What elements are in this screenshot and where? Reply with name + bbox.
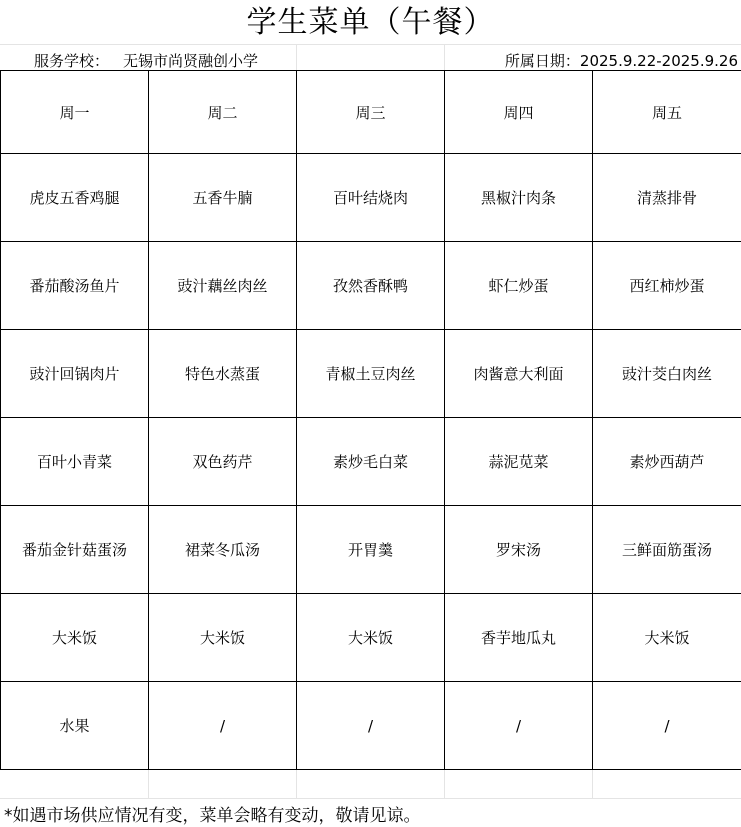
day-header-row: [1, 71, 741, 154]
dish-cell: 豉汁茭白肉丝: [593, 330, 741, 418]
dish-cell: 蒜泥苋菜: [445, 418, 593, 506]
dish-cell: 罗宋汤: [445, 506, 593, 594]
date-label: 所属日期：: [504, 52, 580, 70]
dish-cell: 开胃羹: [297, 506, 445, 594]
dish-cell: 大米饭: [1, 594, 149, 682]
school-info: [34, 50, 258, 71]
date-range: 2025.9.22-2025.9.26: [579, 52, 738, 70]
dish-cell: 西红柿炒蛋: [593, 242, 741, 330]
dish-cell: /: [149, 682, 297, 770]
date-info: [505, 50, 738, 71]
menu-row-7: [1, 682, 741, 770]
day-header-tuesday: 周二: [149, 71, 297, 154]
menu-title: 学生菜单（午餐）: [246, 5, 495, 40]
dish-cell: 清蒸排骨: [593, 154, 741, 242]
dish-cell: 大米饭: [297, 594, 445, 682]
menu-row-6: [1, 594, 741, 682]
menu-row-5: [1, 506, 741, 594]
dish-cell: 番茄金针菇蛋汤: [1, 506, 149, 594]
day-header-wednesday: 周三: [297, 71, 445, 154]
grid-line: [444, 770, 445, 798]
day-header-friday: 周五: [593, 71, 741, 154]
note-divider: [0, 798, 741, 799]
dish-cell: 裙菜冬瓜汤: [149, 506, 297, 594]
day-header-thursday: 周四: [445, 71, 593, 154]
dish-cell: 五香牛腩: [149, 154, 297, 242]
menu-row-3: [1, 330, 741, 418]
dish-cell: 香芋地瓜丸: [445, 594, 593, 682]
dish-cell: 肉酱意大利面: [445, 330, 593, 418]
school-label: 服务学校：: [34, 52, 110, 70]
dish-cell: 双色药芹: [149, 418, 297, 506]
info-divider: [296, 45, 297, 71]
footnote: *如遇市场供应情况有变，菜单会略有变动，敬请见谅。: [4, 806, 421, 826]
menu-table: [0, 70, 741, 770]
grid-line: [296, 770, 297, 798]
grid-line: [592, 770, 593, 798]
dish-cell: /: [445, 682, 593, 770]
dish-cell: 黑椒汁肉条: [445, 154, 593, 242]
dish-cell: 虎皮五香鸡腿: [1, 154, 149, 242]
dish-cell: 特色水蒸蛋: [149, 330, 297, 418]
dish-cell: 水果: [1, 682, 149, 770]
dish-cell: 大米饭: [593, 594, 741, 682]
dish-cell: 青椒土豆肉丝: [297, 330, 445, 418]
blank-row: [0, 770, 741, 798]
dish-cell: 豉汁藕丝肉丝: [149, 242, 297, 330]
dish-cell: /: [593, 682, 741, 770]
info-row: [0, 44, 741, 70]
menu-row-1: [1, 154, 741, 242]
dish-cell: 素炒毛白菜: [297, 418, 445, 506]
dish-cell: 番茄酸汤鱼片: [1, 242, 149, 330]
menu-row-4: [1, 418, 741, 506]
school-name: 无锡市尚贤融创小学: [123, 52, 259, 70]
grid-line: [148, 770, 149, 798]
dish-cell: 百叶小青菜: [1, 418, 149, 506]
dish-cell: 三鲜面筋蛋汤: [593, 506, 741, 594]
day-header-monday: 周一: [1, 71, 149, 154]
dish-cell: /: [297, 682, 445, 770]
dish-cell: 虾仁炒蛋: [445, 242, 593, 330]
dish-cell: 豉汁回锅肉片: [1, 330, 149, 418]
menu-row-2: [1, 242, 741, 330]
dish-cell: 素炒西葫芦: [593, 418, 741, 506]
info-divider: [444, 45, 445, 71]
dish-cell: 百叶结烧肉: [297, 154, 445, 242]
dish-cell: 孜然香酥鸭: [297, 242, 445, 330]
dish-cell: 大米饭: [149, 594, 297, 682]
